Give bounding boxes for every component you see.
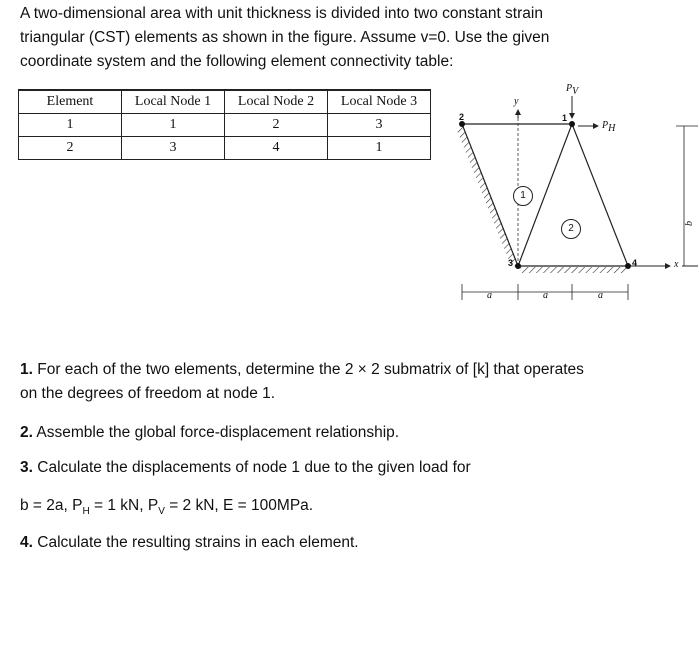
inclined-wall-support	[456, 124, 518, 268]
header-cell: Local Node 1	[122, 90, 225, 114]
question-3	[20, 456, 471, 480]
table-cell: 3	[328, 114, 431, 137]
table-cell: 3	[122, 137, 225, 160]
given-values: b = 2a, $P_H = 1$ kN, $P_V = 2$ kN, E = 100MPa.	[20, 497, 314, 518]
table-cell: 1	[122, 114, 225, 137]
question-4	[20, 531, 359, 555]
question-text: on the degrees of freedom at node 1.	[20, 385, 276, 402]
a-dimension-label: a	[543, 290, 548, 301]
node-4-label: 4	[632, 258, 638, 268]
table-header-row	[19, 90, 431, 114]
node-4-dot	[625, 263, 631, 269]
table-row	[19, 114, 431, 137]
question-text: Assemble the global force-displacement relationship.	[36, 424, 400, 441]
ph-label: $P_H$	[602, 120, 616, 134]
node-3-label: 3	[508, 258, 514, 268]
question-1	[20, 358, 584, 406]
table-cell: 2	[225, 114, 328, 137]
mesh-drawing	[448, 78, 700, 316]
intro-line-1: A two-dimensional area with unit thickness is divided into two constant strain	[20, 5, 543, 22]
element-2-marker: 2	[561, 219, 581, 239]
element-mesh-figure	[448, 78, 700, 316]
node-2-label: 2	[459, 112, 465, 122]
b-dimension-label: b	[684, 221, 695, 226]
x-axis-label: x	[674, 259, 679, 270]
intro-line-2: triangular (CST) elements as shown in the figure. Assume v=0. Use the given	[20, 29, 550, 46]
question-number: 3.	[20, 459, 33, 476]
question-text: For each of the two elements, determine the 2 × 2 submatrix of [k] that operates	[37, 361, 584, 378]
header-cell: Local Node 2	[225, 90, 328, 114]
table-row	[19, 137, 431, 160]
a-dimension-label: a	[487, 290, 492, 301]
table-cell: 1	[19, 114, 122, 137]
table-cell: 1	[328, 137, 431, 160]
a-dimension-label: a	[598, 290, 603, 301]
question-number: 1.	[20, 361, 33, 378]
pv-label: $P_V$	[566, 83, 579, 97]
question-number: 2.	[20, 424, 33, 441]
intro-line-3: coordinate system and the following element connectivity table:	[20, 53, 454, 70]
table-cell: 4	[225, 137, 328, 160]
y-axis-label: y	[514, 96, 519, 107]
problem-statement	[20, 2, 685, 74]
edge-2-3	[462, 124, 518, 266]
question-text: Calculate the displacements of node 1 due to the given load for	[37, 459, 471, 476]
header-cell: Local Node 3	[328, 90, 431, 114]
table-cell: 2	[19, 137, 122, 160]
header-cell: Element	[19, 90, 122, 114]
node-3-dot	[515, 263, 521, 269]
question-number: 4.	[20, 534, 33, 551]
ground-support	[520, 267, 628, 273]
connectivity-table	[18, 89, 431, 160]
element-1-marker: 1	[513, 186, 533, 206]
question-text: Calculate the resulting strains in each element.	[37, 534, 359, 551]
node-1-label: 1	[562, 113, 568, 123]
question-2	[20, 421, 399, 445]
edge-1-4	[572, 124, 628, 266]
node-1-dot	[569, 121, 575, 127]
